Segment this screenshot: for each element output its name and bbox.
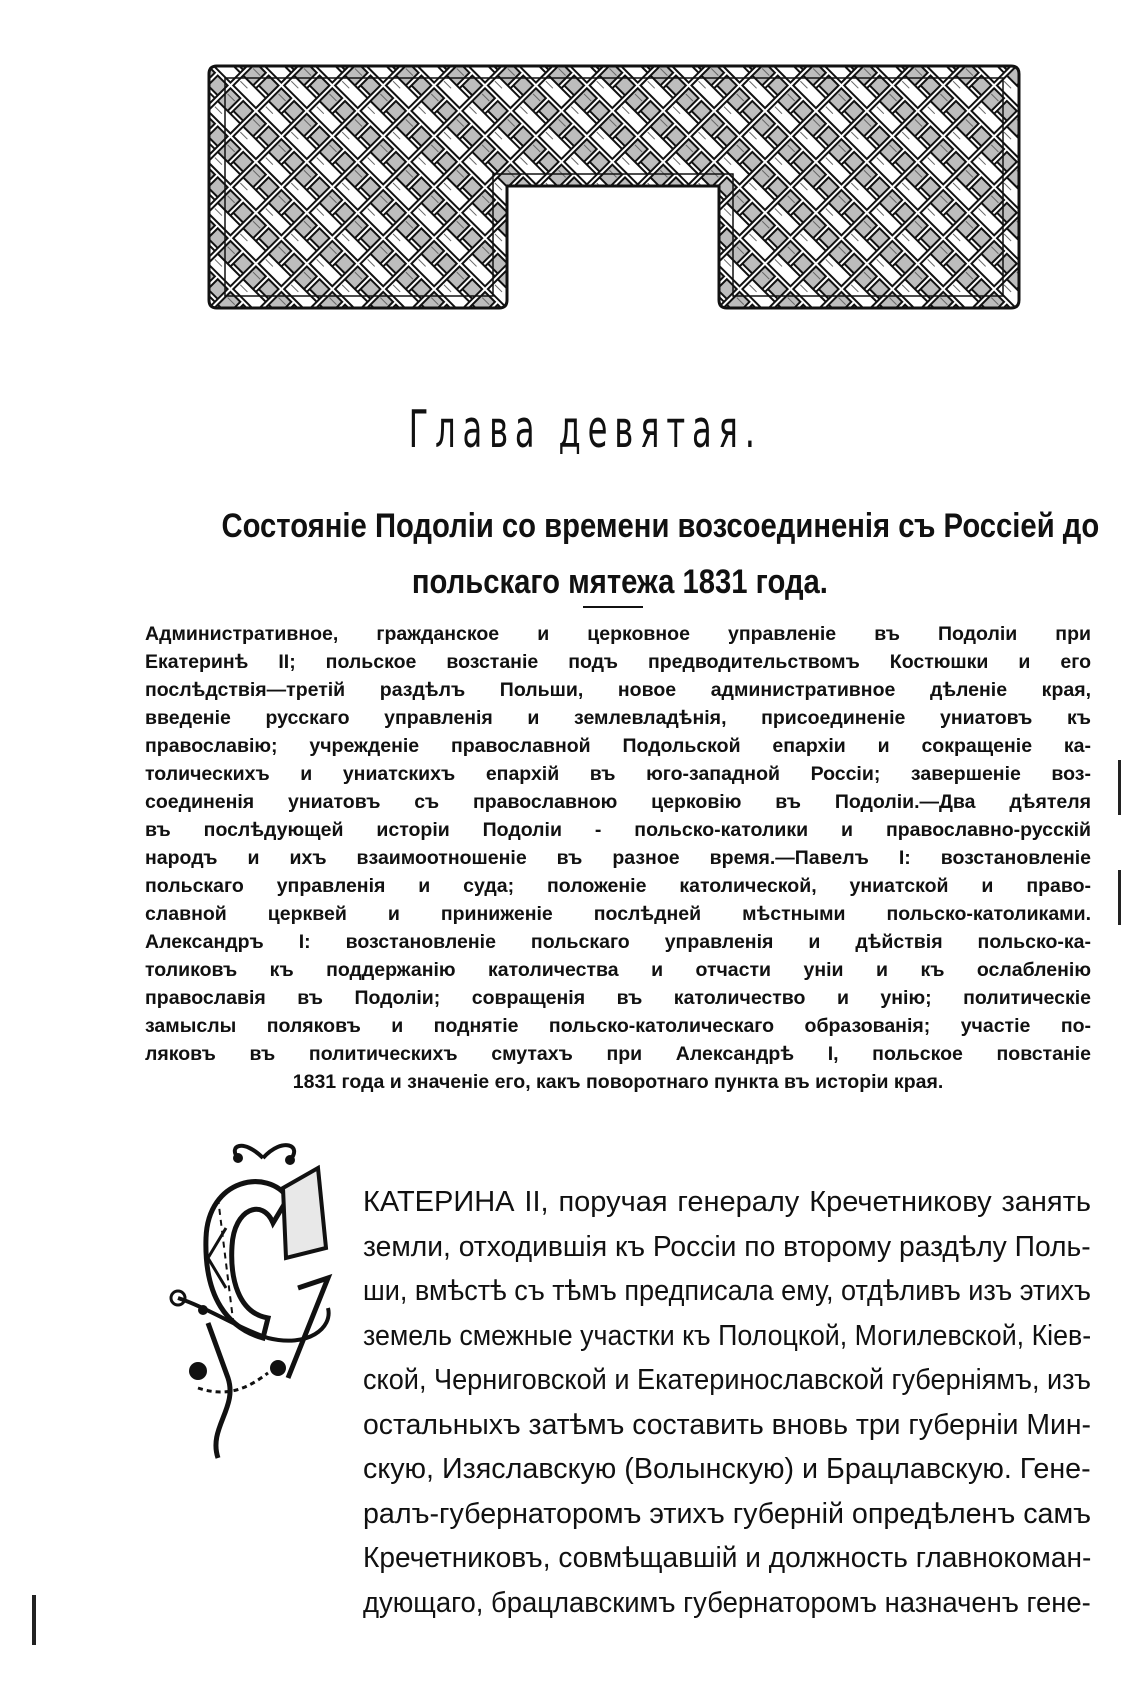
summary-line: введенiе русскаго управленiя и землевладѣнiя, присоединенiе униатовъ къ xyxy=(145,707,1091,729)
decorative-initial-e-icon xyxy=(168,1128,358,1463)
body-line: дующаго, брацлавскимъ губернаторомъ назначенъ гене- xyxy=(363,1586,1091,1619)
body-line: скую, Изяславскую (Волынскую) и Брацлавскую. Гене- xyxy=(363,1453,1091,1485)
summary-line: послѣдствiя—третiй раздѣлъ Польши, новое административное дѣленiе края, xyxy=(145,679,1091,701)
subtitle-line: Состоянiе Подолiи со времени возсоединенiя съ Россiей до xyxy=(221,507,1100,545)
body-line: земель смежные участки къ Полоцкой, Могилевской, Кiев- xyxy=(363,1319,1092,1352)
body-line: ралъ-губернаторомъ этихъ губернiй опредѣленъ самъ xyxy=(363,1497,1092,1530)
summary-line: въ послѣдующей исторiи Подолiи - польско-католики и православно-русскiй xyxy=(145,819,1091,841)
summary-line: польскаго управленiя и суда; положенiе католической, униатской и право- xyxy=(145,875,1091,897)
summary-line: православiю; учрежденiе православной Подольской епархiи и сокращенiе ка- xyxy=(145,735,1091,757)
body-line: Кречетниковъ, совмѣщавшiй и должность главнокоман- xyxy=(363,1542,1092,1574)
body-line: остальныхъ затѣмъ составить вновь три губернiи Мин- xyxy=(363,1408,1091,1441)
summary-line: ляковъ въ политическихъ смутахъ при Александрѣ I, польское повстанiе xyxy=(145,1043,1091,1065)
chapter-title: Глава девятая. xyxy=(408,400,762,460)
divider-rule xyxy=(583,606,643,608)
interlace-ornament-icon xyxy=(205,60,1023,312)
summary-line: народъ и ихъ взаимоотношенiе въ разное время.—Павелъ I: возстановленiе xyxy=(145,847,1091,869)
summary-line: Александръ I: возстановленiе польскаго управленiя и дѣйствiя польско-ка- xyxy=(145,931,1091,953)
summary-line: Административное, гражданское и церковное управленiе въ Подолiи при xyxy=(145,623,1091,645)
scan-margin-mark xyxy=(32,1595,36,1645)
scan-margin-mark xyxy=(1118,870,1121,925)
body-line: ши, вмѣстѣ съ тѣмъ предписала ему, отдѣливъ изъ этихъ xyxy=(363,1275,1091,1307)
summary-line: 1831 года и значенiе его, какъ поворотнаго пункта въ исторiи края. xyxy=(292,1071,944,1093)
summary-line: православiя въ Подолiи; совращенiя въ католичество и унiю; политическiе xyxy=(145,987,1091,1009)
scan-margin-mark xyxy=(1118,760,1121,815)
summary-line: соединенiя униатовъ съ православною церковiю въ Подолiи.—Два дѣятеля xyxy=(145,791,1091,813)
summary-line: Екатеринѣ II; польское возстанiе подъ предводительствомъ Костюшки и его xyxy=(145,651,1091,673)
body-line: ской, Черниговской и Екатеринославской губернiямъ, изъ xyxy=(363,1364,1091,1396)
summary-line: толиковъ къ поддержанiю католичества и отчасти унiи и къ ослабленiю xyxy=(145,959,1091,981)
chapter-summary xyxy=(145,620,1091,1096)
body-line: КАТЕРИНА II, поручая генералу Кречетникову занять xyxy=(363,1186,1091,1218)
chapter-subtitle xyxy=(150,498,1100,610)
subtitle-line: польскаго мятежа 1831 года. xyxy=(411,563,829,601)
summary-line: замыслы поляковъ и поднятiе польско-католическаго образованiя; участiе по- xyxy=(145,1015,1091,1037)
summary-line: толическихъ и униатскихъ епархiй въ юго-западной Россiи; завершенiе воз- xyxy=(145,763,1091,785)
body-paragraph xyxy=(363,1180,1091,1625)
body-line: земли, отходившiя къ Россiи по второму раздѣлу Поль- xyxy=(363,1230,1091,1263)
summary-line: славной церквей и приниженiе послѣдней мѣстными польско-католиками. xyxy=(145,903,1091,925)
